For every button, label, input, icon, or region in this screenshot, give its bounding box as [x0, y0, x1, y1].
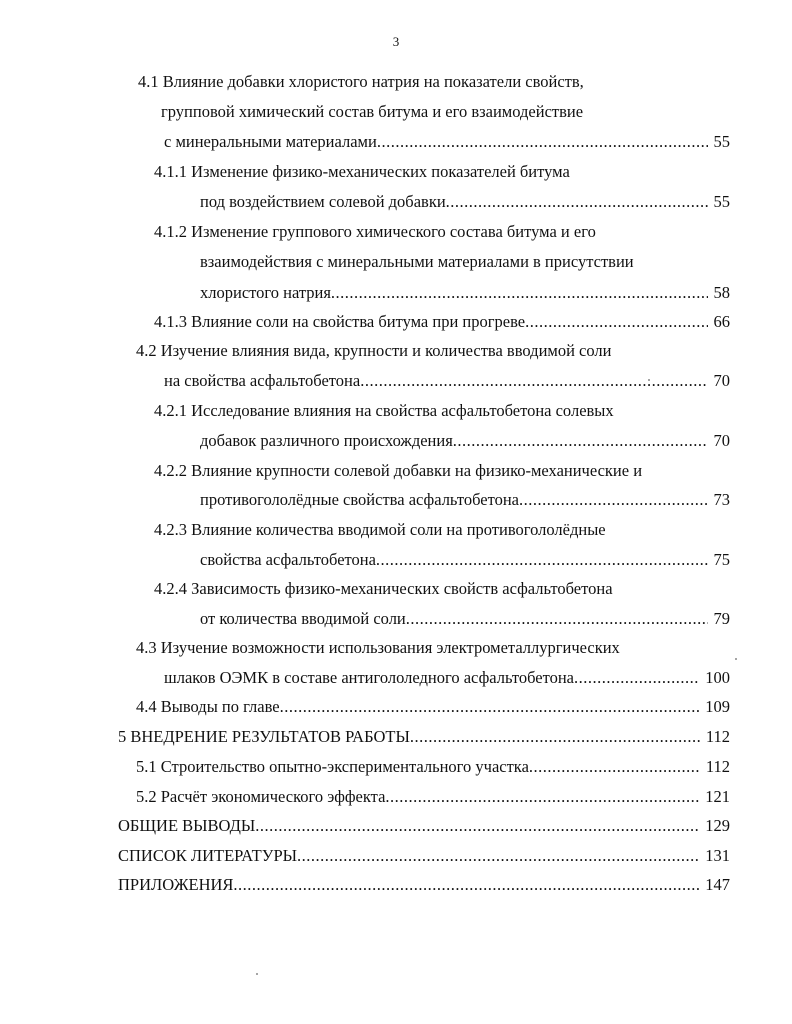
toc-entry-4-1-2-line2: взаимодействия с минеральными материалами в присутствии	[200, 252, 634, 271]
scan-speck	[256, 973, 258, 975]
dot-leader	[385, 786, 699, 808]
toc-entry-text: 4.1.3 Влияние соли на свойства битума при прогреве	[154, 312, 526, 331]
scan-speck	[735, 658, 737, 660]
toc-page-number: 112	[705, 727, 730, 746]
toc-entry-4-2-3-line1: 4.2.3 Влияние количества вводимой соли на противогололёдные	[154, 520, 606, 539]
toc-entry-5-2	[136, 786, 730, 808]
toc-page-number: 66	[713, 312, 730, 331]
toc-entry-4-2-1-line2	[200, 430, 730, 452]
toc-entry-text: под воздействием солевой добавки	[200, 192, 446, 211]
toc-entry-text: 5.2 Расчёт экономического эффекта	[136, 787, 386, 806]
dot-leader	[297, 845, 699, 867]
toc-page-number: 70	[713, 431, 730, 450]
toc-entry-4-2-line1: 4.2 Изучение влияния вида, крупности и количества вводимой соли	[136, 341, 612, 360]
toc-page-number: 109	[705, 697, 730, 716]
toc-entry-4-2-1-line1: 4.2.1 Исследование влияния на свойства асфальтобетона солевых	[154, 401, 614, 420]
dot-leader	[406, 608, 708, 630]
toc-entry-text: 5.1 Строительство опытно-экспериментального участка	[136, 757, 529, 776]
toc-entry-4-2-4-line2	[200, 608, 730, 630]
toc-entry-text: СПИСОК ЛИТЕРАТУРЫ	[118, 846, 298, 865]
dot-leader	[255, 815, 699, 837]
toc-entry-4-1-3	[154, 311, 730, 333]
toc-entry-4-1-line1: 4.1 Влияние добавки хлористого натрия на показатели свойств,	[138, 72, 584, 91]
toc-page-number: 58	[713, 283, 730, 302]
toc-entry-text: свойства асфальтобетона	[200, 550, 376, 569]
toc-entry-4-2-2-line1: 4.2.2 Влияние крупности солевой добавки на физико-механические и	[154, 461, 643, 480]
dot-leader	[280, 696, 700, 718]
toc-page-number: 147	[705, 875, 730, 894]
toc-entry-4-3-line1: 4.3 Изучение возможности использования электрометаллургических	[136, 638, 620, 657]
toc-entry-text: шлаков ОЭМК в составе антигололедного асфальтобетона	[164, 668, 574, 687]
toc-page-number: 73	[713, 490, 730, 509]
toc-entry-text: на свойства асфальтобетона	[164, 371, 361, 390]
dot-leader	[410, 726, 700, 748]
dot-leader	[376, 549, 708, 571]
toc-page-number: 79	[713, 609, 730, 628]
toc-entry-4-3-line2	[164, 667, 730, 689]
toc-entry-4-1-2-line3	[200, 282, 730, 304]
toc-page-number: 100	[705, 668, 730, 687]
dot-leader	[360, 370, 707, 392]
scan-speck	[648, 379, 650, 381]
dot-leader	[574, 667, 699, 689]
toc-entry-4-1-1-line1: 4.1.1 Изменение физико-механических показателей битума	[154, 162, 570, 181]
toc-entry-4-1-2-line1: 4.1.2 Изменение группового химического состава битума и его	[154, 222, 596, 241]
toc-page-number: 112	[705, 757, 730, 776]
toc-entry-5-1	[136, 756, 730, 778]
dot-leader	[377, 131, 708, 153]
toc-entry-text: добавок различного происхождения	[200, 431, 453, 450]
dot-leader	[453, 430, 708, 452]
toc-entry-text: с минеральными материалами	[164, 132, 377, 151]
toc-page-number: 75	[713, 550, 730, 569]
toc-entry-4-1-line2: групповой химический состав битума и его взаимодействие	[161, 102, 584, 121]
toc-entry-references	[118, 845, 730, 867]
toc-entry-4-1-1-line2	[200, 191, 730, 213]
dot-leader	[446, 191, 708, 213]
toc-entry-text: 5 ВНЕДРЕНИЕ РЕЗУЛЬТАТОВ РАБОТЫ	[118, 727, 410, 746]
dot-leader	[233, 874, 699, 896]
dot-leader	[529, 756, 700, 778]
toc-entry-4-2-3-line2	[200, 549, 730, 571]
toc-entry-appendices	[118, 874, 730, 896]
toc-page-number: 129	[705, 816, 730, 835]
toc-page-number: 55	[713, 192, 730, 211]
toc-entry-4-2-4-line1: 4.2.4 Зависимость физико-механических свойств асфальтобетона	[154, 579, 613, 598]
toc-entry-conclusions	[118, 815, 730, 837]
dot-leader	[331, 282, 708, 304]
toc-entry-4-4	[136, 696, 730, 718]
toc-page-number: 121	[705, 787, 730, 806]
toc-page-number: 55	[713, 132, 730, 151]
toc-entry-text: ПРИЛОЖЕНИЯ	[118, 875, 234, 894]
toc-entry-4-2-line2	[164, 370, 730, 392]
toc-entry-text: от количества вводимой соли	[200, 609, 406, 628]
toc-entry-4-1-line3	[164, 131, 730, 153]
toc-page-number: 131	[705, 846, 730, 865]
toc-entry-text: 4.4 Выводы по главе	[136, 697, 280, 716]
toc-entry-text: противогололёдные свойства асфальтобетона	[200, 490, 519, 509]
toc-entry-4-2-2-line2	[200, 489, 730, 511]
toc-entry-text: ОБЩИЕ ВЫВОДЫ	[118, 816, 256, 835]
toc-entry-text: хлористого натрия	[200, 283, 331, 302]
toc-page-number: 70	[713, 371, 730, 390]
page-number: 3	[392, 34, 400, 49]
toc-entry-5	[118, 726, 730, 748]
dot-leader	[519, 489, 708, 511]
dot-leader	[525, 311, 707, 333]
